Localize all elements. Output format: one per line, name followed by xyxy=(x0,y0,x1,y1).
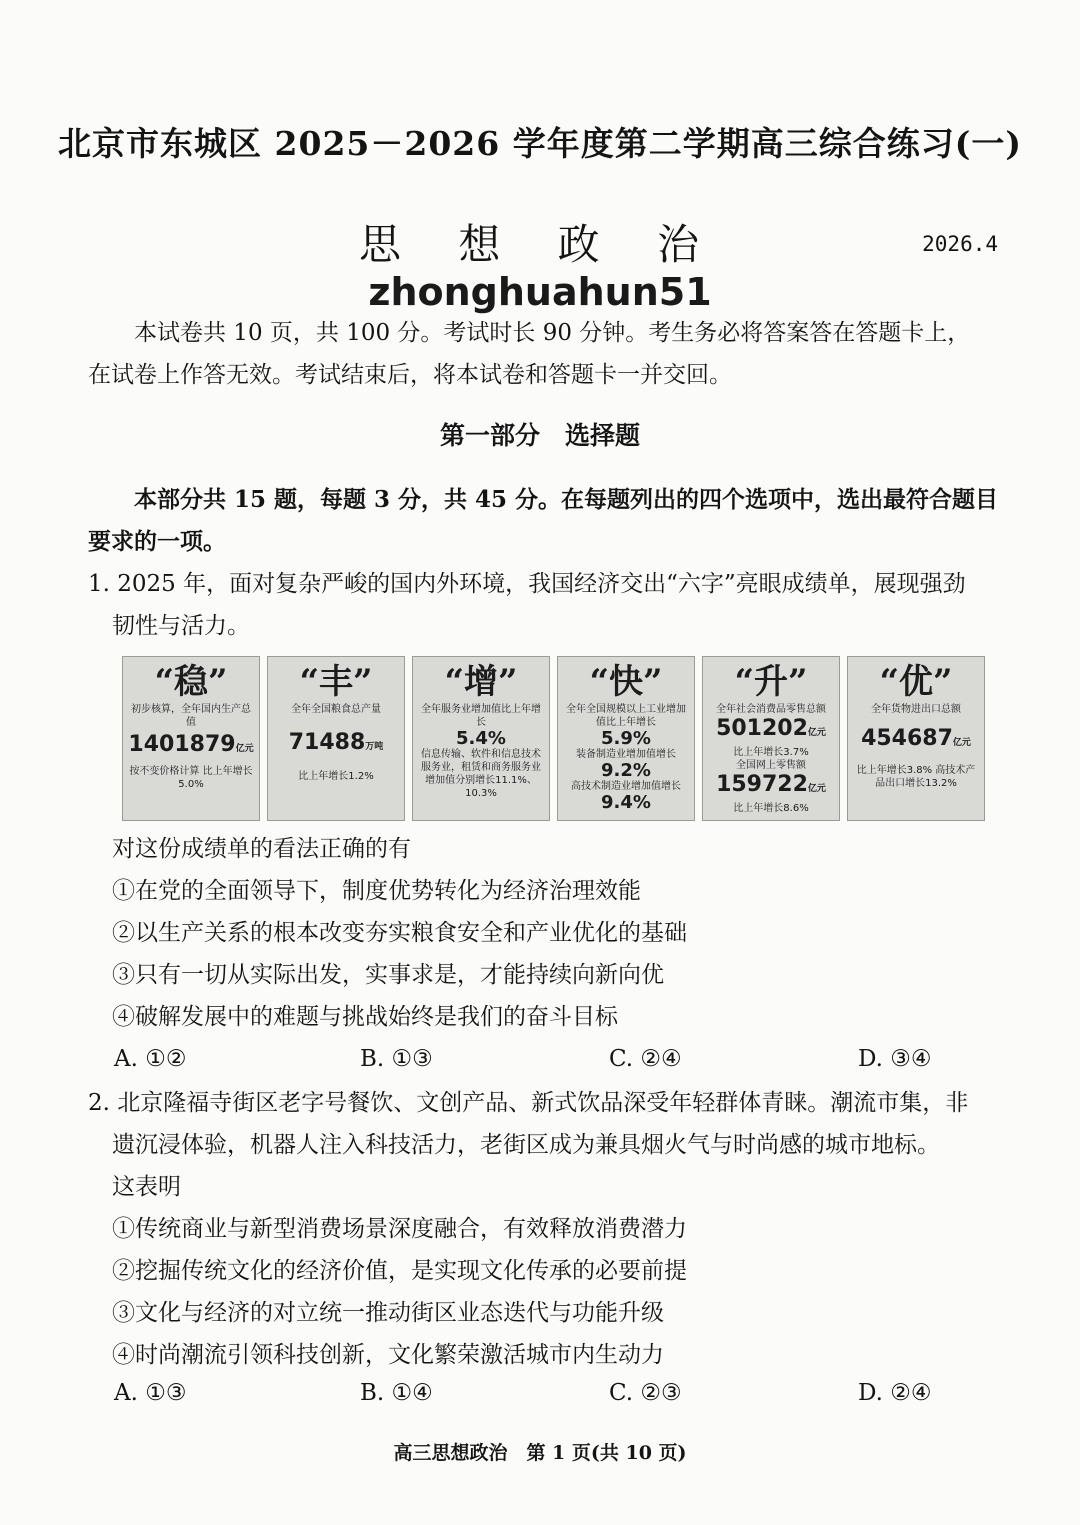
card-percent-2: 9.2% xyxy=(601,760,651,781)
card-char: “增” xyxy=(444,662,518,702)
card-desc-2: 装备制造业增加值增长 xyxy=(576,749,676,760)
card-desc: 全年货物进出口总额 xyxy=(871,704,961,715)
card-number: 501202亿元 xyxy=(716,716,826,741)
section-title: 第一部分 选择题 xyxy=(439,421,640,450)
q2-statement-2: ②挖掘传统文化的经济价值，是实现文化传承的必要前提 xyxy=(112,1258,687,1284)
q2-option-c[interactable]: C. ②③ xyxy=(609,1380,682,1406)
card-zeng xyxy=(412,656,550,821)
q2-stem-line-2: 遗沉浸体验，机器人注入科技活力，老街区成为兼具烟火气与时尚感的城市地标。 xyxy=(112,1132,940,1158)
instructions-line-2: 在试卷上作答无效。考试结束后，将本试卷和答题卡一并交回。 xyxy=(88,362,732,388)
card-number: 454687亿元 xyxy=(861,726,971,751)
watermark-text: zhonghuahun51 xyxy=(368,270,712,314)
q2-stem-line-1: 2. 北京隆福寺街区老字号餐饮、文创产品、新式饮品深受年轻群体青睐。潮流市集，非 xyxy=(88,1090,969,1116)
card-char: “快” xyxy=(589,662,663,702)
card-desc: 初步核算，全年国内生产总值 xyxy=(131,704,251,728)
exam-date: 2026.4 xyxy=(922,232,998,256)
q1-achievement-cards xyxy=(122,656,988,821)
q1-statement-4: ④破解发展中的难题与挑战始终是我们的奋斗目标 xyxy=(112,1004,618,1030)
card-note: 信息传输、软件和信息技术服务业，租赁和商务服务业增加值分别增长11.1%、10.3% xyxy=(421,749,541,799)
card-number: 71488万吨 xyxy=(288,730,384,755)
q2-options xyxy=(0,1380,1080,1410)
card-you xyxy=(847,656,985,821)
card-desc: 全年全国粮食总产量 xyxy=(291,704,381,715)
q2-statement-1: ①传统商业与新型消费场景深度融合，有效释放消费潜力 xyxy=(112,1216,687,1242)
card-feng xyxy=(267,656,405,821)
card-percent: 5.4% xyxy=(456,728,506,749)
card-char: “优” xyxy=(879,662,953,702)
q1-stem-line-1: 1. 2025 年，面对复杂严峻的国内外环境，我国经济交出“六字”亮眼成绩单，展现强劲 xyxy=(88,571,966,597)
q2-option-a[interactable]: A. ①③ xyxy=(114,1380,187,1406)
card-kuai xyxy=(557,656,695,821)
q2-option-b[interactable]: B. ①④ xyxy=(360,1380,433,1406)
q2-statement-3: ③文化与经济的对立统一推动街区业态迭代与功能升级 xyxy=(112,1300,664,1326)
q1-statement-3: ③只有一切从实际出发，实事求是，才能持续向新向优 xyxy=(112,962,664,988)
section-intro-line-1: 本部分共 15 题，每题 3 分，共 45 分。在每题列出的四个选项中，选出最符合题目 xyxy=(134,486,999,513)
exam-title: 北京市东城区 2025－2026 学年度第二学期高三综合练习(一) xyxy=(58,124,1022,163)
card-desc: 全年社会消费品零售总额 xyxy=(716,704,826,715)
card-percent-3: 9.4% xyxy=(601,792,651,813)
q1-statement-1: ①在党的全面领导下，制度优势转化为经济治理效能 xyxy=(112,878,641,904)
subject-title: 思 想 政 治 xyxy=(358,220,722,269)
card-char: “丰” xyxy=(299,662,373,702)
q1-option-d[interactable]: D. ③④ xyxy=(858,1046,932,1072)
card-desc: 全年服务业增加值比上年增长 xyxy=(421,704,541,728)
card-note: 比上年增长3.7% xyxy=(733,747,809,758)
card-sheng xyxy=(702,656,840,821)
card-desc-3: 高技术制造业增加值增长 xyxy=(571,781,681,792)
instructions-line-1: 本试卷共 10 页，共 100 分。考试时长 90 分钟。考生务必将答案答在答题卡上， xyxy=(134,320,971,346)
card-note: 比上年增长1.2% xyxy=(298,771,374,782)
card-note: 比上年增长3.8% 高技术产品出口增长13.2% xyxy=(856,765,976,789)
card-number-2: 159722亿元 xyxy=(716,772,826,797)
card-percent: 5.9% xyxy=(601,728,651,749)
section-intro-line-2: 要求的一项。 xyxy=(88,528,226,555)
page-footer: 高三思想政治 第 1 页(共 10 页) xyxy=(393,1442,687,1464)
q1-question: 对这份成绩单的看法正确的有 xyxy=(112,836,411,862)
card-note-2: 比上年增长8.6% xyxy=(733,803,809,814)
q2-option-d[interactable]: D. ②④ xyxy=(858,1380,932,1406)
q2-statement-4: ④时尚潮流引领科技创新，文化繁荣激活城市内生动力 xyxy=(112,1342,664,1368)
card-desc: 全年全国规模以上工业增加值比上年增长 xyxy=(566,704,686,728)
q1-statement-2: ②以生产关系的根本改变夯实粮食安全和产业优化的基础 xyxy=(112,920,687,946)
card-note: 按不变价格计算 比上年增长5.0% xyxy=(129,766,253,790)
card-desc-2: 全国网上零售额 xyxy=(736,760,806,771)
card-char: “稳” xyxy=(154,662,228,702)
card-number: 1401879亿元 xyxy=(128,732,254,757)
q1-option-c[interactable]: C. ②④ xyxy=(609,1046,682,1072)
q2-stem-line-3: 这表明 xyxy=(112,1174,181,1200)
q1-option-a[interactable]: A. ①② xyxy=(114,1046,187,1072)
q1-option-b[interactable]: B. ①③ xyxy=(360,1046,433,1072)
q1-stem-line-2: 韧性与活力。 xyxy=(112,613,250,639)
card-char: “升” xyxy=(734,662,808,702)
card-wen xyxy=(122,656,260,821)
q1-options xyxy=(0,1046,1080,1076)
